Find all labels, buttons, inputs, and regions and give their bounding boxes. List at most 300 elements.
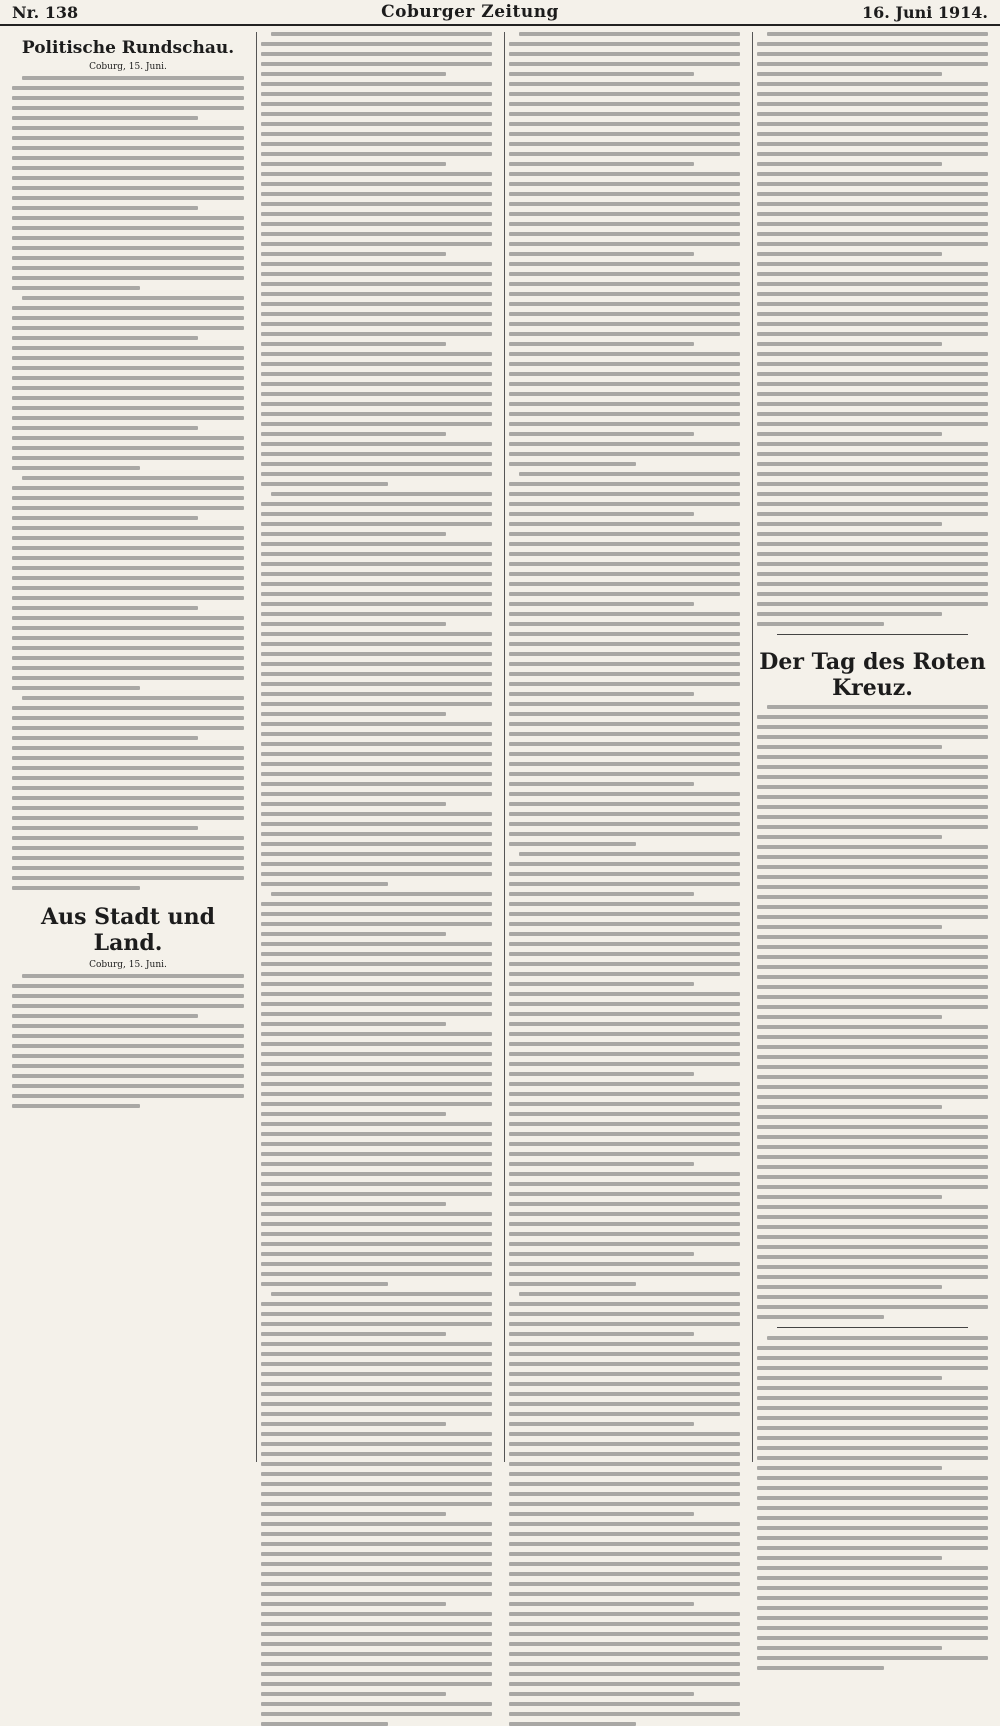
text-line xyxy=(757,1386,988,1390)
text-line xyxy=(509,1052,740,1056)
text-line xyxy=(757,122,988,126)
text-line xyxy=(261,1022,446,1026)
text-line xyxy=(261,392,492,396)
text-line xyxy=(757,1185,988,1189)
text-line xyxy=(509,1262,740,1266)
section-title-red-cross: Der Tag des Roten Kreuz. xyxy=(759,649,986,701)
text-line xyxy=(12,586,244,590)
text-line xyxy=(261,1542,492,1546)
text-line xyxy=(261,1272,492,1276)
text-line xyxy=(509,622,740,626)
text-line xyxy=(509,382,740,386)
text-line xyxy=(509,772,740,776)
text-line xyxy=(12,456,244,460)
text-line xyxy=(509,1392,740,1396)
text-line xyxy=(757,895,988,899)
text-line xyxy=(509,952,740,956)
text-line xyxy=(509,682,740,686)
text-line xyxy=(509,1672,740,1676)
text-line xyxy=(509,1452,740,1456)
text-line xyxy=(509,762,740,766)
text-line xyxy=(261,872,492,876)
text-line xyxy=(509,1222,740,1226)
text-line xyxy=(509,582,740,586)
text-line xyxy=(757,162,942,166)
text-line xyxy=(509,1002,740,1006)
text-line xyxy=(261,992,492,996)
issue-date: 16. Juni 1914. xyxy=(861,2,988,22)
text-line xyxy=(509,1522,740,1526)
text-line xyxy=(261,1082,492,1086)
text-line xyxy=(757,372,988,376)
text-line xyxy=(12,876,244,880)
text-line xyxy=(12,516,198,520)
text-line xyxy=(757,1165,988,1169)
text-line xyxy=(261,702,492,706)
text-line xyxy=(757,925,942,929)
text-line xyxy=(261,92,492,96)
text-line xyxy=(12,666,244,670)
text-line xyxy=(261,482,388,486)
text-line xyxy=(261,562,492,566)
text-line xyxy=(261,1002,492,1006)
text-line xyxy=(509,732,740,736)
text-line xyxy=(261,552,492,556)
text-line xyxy=(757,222,988,226)
text-line xyxy=(12,786,244,790)
text-line xyxy=(509,252,694,256)
text-line xyxy=(509,182,740,186)
text-line xyxy=(757,1646,942,1650)
text-line xyxy=(757,885,988,889)
text-line xyxy=(12,806,244,810)
text-line xyxy=(12,166,244,170)
text-line xyxy=(12,776,244,780)
text-line xyxy=(509,162,694,166)
text-line xyxy=(509,1622,740,1626)
newspaper-title: Coburger Zeitung xyxy=(381,2,559,22)
text-line xyxy=(509,392,740,396)
text-line xyxy=(261,382,492,386)
text-line xyxy=(757,1005,988,1009)
text-line xyxy=(261,1222,492,1226)
text-line xyxy=(519,852,740,856)
text-line xyxy=(261,1382,492,1386)
text-line xyxy=(261,352,492,356)
text-line xyxy=(757,1626,988,1630)
text-line xyxy=(12,626,244,630)
separator xyxy=(777,634,968,635)
text-line xyxy=(757,172,988,176)
text-line xyxy=(757,755,988,759)
text-line xyxy=(757,1145,988,1149)
text-line xyxy=(509,832,740,836)
text-line xyxy=(12,546,244,550)
text-line xyxy=(261,912,492,916)
text-line xyxy=(757,42,988,46)
text-line xyxy=(12,536,244,540)
text-line xyxy=(261,162,446,166)
text-line xyxy=(261,1142,492,1146)
text-line xyxy=(757,352,988,356)
text-line xyxy=(509,122,740,126)
text-line xyxy=(757,1175,988,1179)
text-line xyxy=(261,202,492,206)
text-line xyxy=(261,172,492,176)
text-line xyxy=(12,1014,198,1018)
text-line xyxy=(757,192,988,196)
text-line xyxy=(757,262,988,266)
text-line xyxy=(12,606,198,610)
text-line xyxy=(261,1402,492,1406)
text-line xyxy=(509,1512,694,1516)
text-line xyxy=(757,1576,988,1580)
text-line xyxy=(12,856,244,860)
text-line xyxy=(509,592,740,596)
text-line xyxy=(757,1065,988,1069)
text-line xyxy=(261,132,492,136)
text-line xyxy=(509,792,740,796)
text-line xyxy=(261,752,492,756)
text-line xyxy=(12,796,244,800)
text-line xyxy=(757,322,988,326)
text-line xyxy=(261,442,492,446)
text-line xyxy=(509,1132,740,1136)
text-line xyxy=(509,322,740,326)
text-line xyxy=(767,705,988,709)
text-line xyxy=(757,795,988,799)
text-line xyxy=(12,256,244,260)
text-line xyxy=(509,1112,740,1116)
text-line xyxy=(757,1155,988,1159)
text-line xyxy=(261,922,492,926)
text-line xyxy=(509,902,740,906)
text-line xyxy=(757,252,942,256)
text-line xyxy=(509,1312,740,1316)
text-line xyxy=(12,446,244,450)
text-line xyxy=(509,602,694,606)
text-line xyxy=(757,1265,988,1269)
text-line xyxy=(757,1376,942,1380)
text-line xyxy=(509,1592,740,1596)
text-line xyxy=(757,212,988,216)
text-line xyxy=(509,962,740,966)
text-line xyxy=(261,802,446,806)
text-line xyxy=(757,602,988,606)
text-line xyxy=(509,1022,740,1026)
text-line xyxy=(12,306,244,310)
text-line xyxy=(261,1422,446,1426)
text-line xyxy=(757,1516,988,1520)
text-line xyxy=(509,1432,740,1436)
text-line xyxy=(261,692,492,696)
text-line xyxy=(509,112,740,116)
text-line xyxy=(12,386,244,390)
text-line xyxy=(12,216,244,220)
text-line xyxy=(261,142,492,146)
text-line xyxy=(261,1372,492,1376)
text-line xyxy=(261,1442,492,1446)
text-line xyxy=(757,1295,988,1299)
text-line xyxy=(757,72,942,76)
text-line xyxy=(12,1004,244,1008)
text-line xyxy=(757,592,988,596)
text-line xyxy=(509,802,740,806)
text-line xyxy=(757,382,988,386)
text-line xyxy=(261,1712,492,1716)
text-line xyxy=(261,1282,388,1286)
text-line xyxy=(509,1252,694,1256)
text-line xyxy=(12,136,244,140)
text-line xyxy=(12,116,198,120)
text-line xyxy=(261,182,492,186)
text-line xyxy=(261,502,492,506)
text-line xyxy=(757,1566,988,1570)
text-line xyxy=(261,1332,446,1336)
text-line xyxy=(757,142,988,146)
paragraph xyxy=(12,296,244,470)
text-line xyxy=(757,1015,942,1019)
text-line xyxy=(12,566,244,570)
text-line xyxy=(261,962,492,966)
text-line xyxy=(261,1432,492,1436)
text-line xyxy=(261,822,492,826)
text-line xyxy=(261,1052,492,1056)
text-line xyxy=(757,1426,988,1430)
text-line xyxy=(261,532,446,536)
text-line xyxy=(509,992,740,996)
paragraph xyxy=(261,1292,492,1726)
text-line xyxy=(509,1722,636,1726)
text-line xyxy=(12,286,140,290)
text-line xyxy=(509,1402,740,1406)
paragraph xyxy=(757,32,988,626)
text-line xyxy=(509,1242,740,1246)
text-line xyxy=(509,1652,740,1656)
text-line xyxy=(261,1632,492,1636)
text-line xyxy=(261,542,492,546)
text-line xyxy=(261,1662,492,1666)
text-line xyxy=(261,1132,492,1136)
text-line xyxy=(12,556,244,560)
text-line xyxy=(509,942,740,946)
text-line xyxy=(261,1042,492,1046)
paragraph xyxy=(757,705,988,1319)
text-line xyxy=(12,676,244,680)
text-line xyxy=(509,822,740,826)
text-line xyxy=(12,426,198,430)
text-line xyxy=(509,662,740,666)
text-line xyxy=(509,872,740,876)
text-line xyxy=(12,836,244,840)
text-line xyxy=(509,1702,740,1706)
text-line xyxy=(261,1182,492,1186)
text-line xyxy=(12,736,198,740)
text-line xyxy=(757,1466,942,1470)
text-line xyxy=(261,1232,492,1236)
text-line xyxy=(261,1072,492,1076)
text-line xyxy=(261,372,492,376)
text-line xyxy=(509,502,740,506)
text-line xyxy=(12,346,244,350)
text-line xyxy=(12,1094,244,1098)
text-line xyxy=(509,1692,694,1696)
text-line xyxy=(509,572,740,576)
text-line xyxy=(757,282,988,286)
text-line xyxy=(509,932,740,936)
text-line xyxy=(261,522,492,526)
text-line xyxy=(757,1025,988,1029)
text-line xyxy=(757,1406,988,1410)
text-line xyxy=(509,632,740,636)
text-line xyxy=(509,422,740,426)
paragraph xyxy=(12,76,244,290)
text-line xyxy=(12,984,244,988)
text-line xyxy=(261,362,492,366)
text-line xyxy=(509,1572,740,1576)
text-line xyxy=(509,522,740,526)
text-line xyxy=(509,1142,740,1146)
text-line xyxy=(509,1282,636,1286)
text-line xyxy=(12,726,244,730)
text-line xyxy=(757,785,988,789)
text-line xyxy=(509,172,740,176)
text-line xyxy=(261,1322,492,1326)
text-line xyxy=(12,506,244,510)
text-line xyxy=(261,762,492,766)
text-line xyxy=(509,82,740,86)
text-line xyxy=(757,1446,988,1450)
text-line xyxy=(757,1586,988,1590)
text-line xyxy=(509,1642,740,1646)
text-line xyxy=(509,272,740,276)
text-line xyxy=(757,272,988,276)
text-line xyxy=(757,1105,942,1109)
text-line xyxy=(509,1272,740,1276)
text-line xyxy=(12,246,244,250)
paragraph xyxy=(12,974,244,1108)
text-line xyxy=(261,852,492,856)
text-line xyxy=(261,632,492,636)
text-line xyxy=(757,1546,988,1550)
text-line xyxy=(12,276,244,280)
text-line xyxy=(12,156,244,160)
text-line xyxy=(757,1506,988,1510)
text-line xyxy=(261,212,492,216)
text-line xyxy=(261,62,492,66)
text-line xyxy=(509,1362,740,1366)
text-line xyxy=(261,282,492,286)
issue-number: Nr. 138 xyxy=(12,2,79,22)
text-line xyxy=(261,512,492,516)
text-line xyxy=(261,1152,492,1156)
text-line xyxy=(509,672,740,676)
text-line xyxy=(509,712,740,716)
text-line xyxy=(509,702,740,706)
text-line xyxy=(261,612,492,616)
text-line xyxy=(12,866,244,870)
text-line xyxy=(261,672,492,676)
text-line xyxy=(261,742,492,746)
text-line xyxy=(757,1416,988,1420)
text-line xyxy=(757,1476,988,1480)
text-line xyxy=(509,1032,740,1036)
text-line xyxy=(757,805,988,809)
text-line xyxy=(261,1102,492,1106)
text-line xyxy=(757,1095,988,1099)
paragraph xyxy=(261,492,492,886)
text-line xyxy=(757,1536,988,1540)
text-line xyxy=(12,686,140,690)
text-line xyxy=(757,1656,988,1660)
text-line xyxy=(261,312,492,316)
text-line xyxy=(757,522,942,526)
text-line xyxy=(509,512,694,516)
text-line xyxy=(261,1092,492,1096)
text-line xyxy=(261,1352,492,1356)
text-line xyxy=(757,132,988,136)
text-line xyxy=(261,572,492,576)
text-line xyxy=(261,1312,492,1316)
text-line xyxy=(261,472,492,476)
text-line xyxy=(757,1606,988,1610)
paragraph xyxy=(509,472,740,846)
text-line xyxy=(261,782,492,786)
text-line xyxy=(509,1042,740,1046)
text-line xyxy=(261,882,388,886)
text-line xyxy=(757,945,988,949)
text-line xyxy=(509,652,740,656)
text-line xyxy=(12,1024,244,1028)
text-line xyxy=(12,86,244,90)
text-line xyxy=(509,882,740,886)
text-line xyxy=(12,1084,244,1088)
text-line xyxy=(509,1322,740,1326)
separator xyxy=(777,1327,968,1328)
text-line xyxy=(271,32,492,36)
text-line xyxy=(509,1492,740,1496)
text-line xyxy=(757,482,988,486)
text-line xyxy=(261,952,492,956)
text-line xyxy=(757,542,988,546)
dateline-local: Coburg, 15. Juni. xyxy=(89,960,167,970)
column-2 xyxy=(256,32,496,1462)
text-line xyxy=(261,452,492,456)
text-line xyxy=(261,862,492,866)
text-line xyxy=(757,462,988,466)
text-line xyxy=(261,842,492,846)
text-line xyxy=(12,126,244,130)
text-line xyxy=(261,982,492,986)
text-line xyxy=(22,296,244,300)
text-line xyxy=(261,232,492,236)
text-line xyxy=(261,1522,492,1526)
text-line xyxy=(509,352,740,356)
text-line xyxy=(509,1162,694,1166)
text-line xyxy=(12,616,244,620)
text-line xyxy=(261,1162,492,1166)
text-line xyxy=(261,272,492,276)
text-line xyxy=(757,1205,988,1209)
text-line xyxy=(509,1482,740,1486)
text-line xyxy=(509,152,740,156)
text-line xyxy=(509,1712,740,1716)
paragraph xyxy=(757,1336,988,1670)
text-line xyxy=(757,612,942,616)
text-line xyxy=(261,722,492,726)
text-line xyxy=(757,1436,988,1440)
text-line xyxy=(757,152,988,156)
